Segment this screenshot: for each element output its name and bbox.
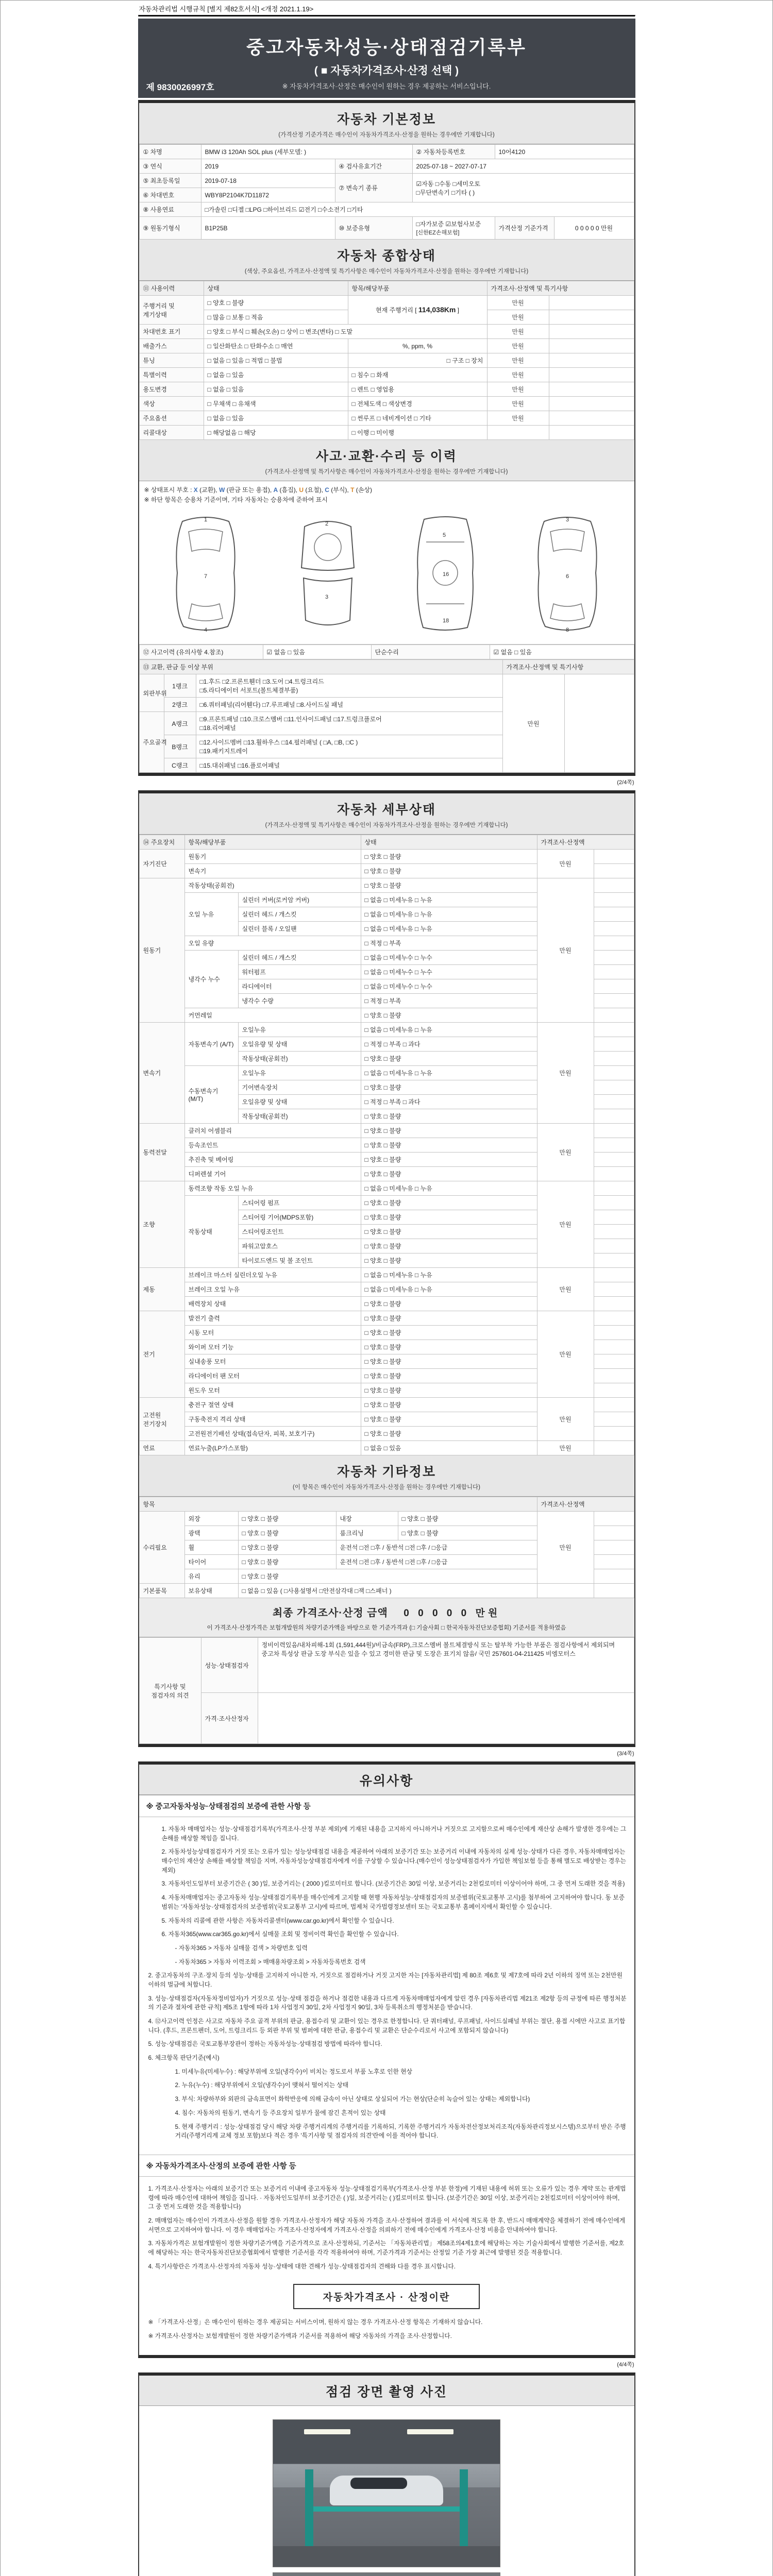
section-box-1 bbox=[138, 100, 635, 776]
first-reg-label: ⑤ 최초등록일 bbox=[139, 174, 201, 188]
transmission-label: ⑦ 변속기 종류 bbox=[335, 174, 412, 202]
inspection-photo-lift bbox=[273, 2419, 500, 2567]
table-row: 타이어 □ 양호 □ 불량 운전석 □전 □후 / 동반석 □전 □후 / □응급 bbox=[139, 1555, 634, 1569]
extra-table bbox=[139, 1497, 634, 1598]
page-title: 중고자동차성능·상태점검기록부 bbox=[246, 37, 527, 58]
mileage-cell: 현재 주행거리 [ 114,038Km ] bbox=[348, 296, 487, 325]
inspection-photo-rear bbox=[273, 2572, 500, 2576]
notice-item: 4. 특기사항란은 가격조사·산정자의 자동차 성능·상태에 대한 견해가 성능·상태점검자의 견해와 다를 경우 표시합니다. bbox=[148, 2262, 456, 2270]
engine-type-value: B1P25B bbox=[201, 217, 335, 240]
appraiser-remarks bbox=[258, 1693, 634, 1744]
notice-subhead-1: ※ 중고자동차성능·상태점검의 보증에 관한 사항 등 bbox=[139, 1795, 634, 1817]
table-row: 실내송풍 모터 □ 양호 □ 불량 bbox=[139, 1354, 634, 1369]
table-row: 오일 유량 □ 적정 □ 부족 bbox=[139, 936, 634, 951]
table-row: 변속기 자동변속기 (A/T) 오일누유 □ 없음 □ 미세누유 □ 누유 만원 bbox=[139, 1023, 634, 1037]
simple-repair-value: ☑ 없음 □ 있음 bbox=[490, 645, 634, 659]
overall-col-state: 상태 bbox=[204, 281, 348, 296]
accident-header bbox=[139, 440, 634, 481]
base-price-label: 가격산정 기준가격 bbox=[495, 217, 554, 240]
svg-text:3: 3 bbox=[565, 517, 569, 523]
notice-item: 2. 자동차성능상태점검자가 거짓 또는 오류가 있는 성능상태점검 내용을 제공하여 아래의 보증기간 또는 보증거리 이내에 자동차의 실제 성능·상태가 다른 경우, 자동차매매업자는 매수인의 재산상 손해를 배상할 책임을 지며, 자동차성능상태점검자에게 이를 구상할 수 있습니다.(매수인이 성능상태점검자가 가입한 책임보험 등을 통해 별도로 배상받는 경우는 제외) bbox=[161, 1848, 626, 1874]
table-row: 커먼레일 □ 양호 □ 불량 bbox=[139, 1008, 634, 1023]
table-row: 추진축 및 베어링 □ 양호 □ 불량 bbox=[139, 1153, 634, 1167]
notice-item: 6. 자동차365(www.car365.go.kr)에서 실매물 조회 및 정비이력 확인을 확인할 수 있습니다. bbox=[161, 1930, 399, 1938]
table-row: 고전원전기배선 상태(접속단자, 피복, 보호기구) □ 양호 □ 불량 bbox=[139, 1427, 634, 1441]
overall-header bbox=[139, 240, 634, 281]
table-row: 디퍼렌셜 기어 □ 양호 □ 불량 bbox=[139, 1167, 634, 1181]
basic-info-note: (가격산정 기준가격은 매수인이 자동차가격조사·산정을 원하는 경우에만 기재합니다) bbox=[278, 132, 495, 138]
table-row: 와이퍼 모터 기능 □ 양호 □ 불량 bbox=[139, 1340, 634, 1354]
detail-table bbox=[139, 835, 634, 1455]
notice-item: 3. 자동차가격은 보험개발원이 정한 차량기준가액을 기준가격으로 조사·산정하되, 기준서는 「자동차관리법」 제58조의4제1호에 해당하는 자는 기술사회에서 발행한 기준서를, 제2호에 해당하는 자는 한국자동차진단보증협회에서 발행한 기준서를 각각 적용하여야 하며, 기준가격과 기준서는 산정일 기준 가장 최근에 발행된 것을 적용합니다. bbox=[148, 2240, 625, 2256]
notice-item: 6. 체크항목 판단기준(예시) bbox=[148, 2054, 220, 2062]
page-subnote: ※ 자동차가격조사·산정은 매수인이 원하는 경우 제공하는 서비스입니다. bbox=[282, 82, 491, 90]
table-row: 기본품목 보유상태 □ 없음 □ 있음 ( □사용설명서 □안전삼각대 □잭 □스패너 ) bbox=[139, 1584, 634, 1598]
table-row: 등속조인트 □ 양호 □ 불량 bbox=[139, 1138, 634, 1153]
inspector-remarks: 정비이력있음/내차피해-1회 (1,591,444원)/비금속(FRP),크로스멤버 볼트체결방식 또는 탈부착 가능한 부품은 점검사항에서 제외되며 중고차 특성상 판금 도장 부식은 있을 수 있고 경미한 판금 및 도장은 표기치 않음/ 국민 257601-04-211425 비엠모터스 bbox=[258, 1638, 634, 1693]
extra-note: (이 항목은 매수인이 자동차가격조사·산정을 원하는 경우에만 기재합니다) bbox=[293, 1484, 480, 1490]
table-row: 수리필요 외장 □ 양호 □ 불량 내장 □ 양호 □ 불량 만원 bbox=[139, 1512, 634, 1526]
notice-subitem: - 자동차365 > 자동차 이력조회 > 매매용차량조회 > 자동차등록번호 검색 bbox=[175, 1958, 366, 1965]
table-row: 차대번호 표기 □ 양호 □ 부식 □ 훼손(오손) □ 상이 □ 변조(변타) □ 도말 만원 bbox=[139, 325, 634, 339]
simple-repair-label: 단순수리 bbox=[371, 645, 490, 659]
table-row: C랭크 □15.대쉬패널 □16.플로어패널 bbox=[139, 758, 634, 773]
table-row: 특별이력 □ 없음 □ 있음 □ 침수 □ 화재 만원 bbox=[139, 368, 634, 382]
notice-list-2 bbox=[139, 2177, 634, 2355]
table-row: 타이로드엔드 및 볼 조인트 □ 양호 □ 불량 bbox=[139, 1253, 634, 1268]
basic-info-title: 자동차 기본정보 bbox=[337, 112, 436, 127]
detail-header bbox=[139, 793, 634, 835]
page-marker-2: (2/4쪽) bbox=[617, 779, 634, 786]
table-row: 전기 발전기 출력 □ 양호 □ 불량 만원 bbox=[139, 1311, 634, 1326]
remarks-table bbox=[139, 1637, 634, 1744]
notice-item: 5. 성능·상태점검은 국토교통부장관이 정하는 자동차성능·상태점검 방법에 따라야 합니다. bbox=[148, 2040, 382, 2048]
state-symbol-legend: ※ 상태표시 부호 : X (교환), W (판금 또는 용접), A (흠집), U (요철), C (부식), T (손상) bbox=[144, 486, 372, 494]
table-row: 워터펌프 □ 없음 □ 미세누수 □ 누수 bbox=[139, 965, 634, 979]
top-rule bbox=[138, 15, 635, 17]
car-diagram-side-left bbox=[162, 511, 249, 635]
detail-col-state: 상태 bbox=[361, 835, 537, 850]
detail-note: (가격조사·산정액 및 특기사항은 매수인이 자동차가격조사·산정을 원하는 경우에만 기재합니다) bbox=[265, 822, 508, 828]
table-row: 유리 □ 양호 □ 불량 bbox=[139, 1569, 634, 1584]
title-band bbox=[138, 19, 635, 98]
table-row: 주요옵션 □ 없음 □ 있음 □ 썬루프 □ 네비게이션 □ 기타 만원 bbox=[139, 411, 634, 426]
basic-info-header bbox=[139, 103, 634, 144]
table-row: 스티어링조인트 □ 양호 □ 불량 bbox=[139, 1225, 634, 1239]
svg-text:16: 16 bbox=[442, 571, 449, 578]
table-row bbox=[139, 1693, 634, 1744]
table-row: 스티어링 기어(MDPS포함) □ 양호 □ 불량 bbox=[139, 1210, 634, 1225]
svg-text:2: 2 bbox=[325, 521, 329, 527]
current-mileage: 114,038Km bbox=[418, 306, 456, 314]
table-row: 냉각수 수량 □ 적정 □ 부족 bbox=[139, 994, 634, 1008]
notice-item: 1. 자동차 매매업자는 성능·상태점검기록부(가격조사·산정 부분 제외)에 기재된 내용을 고지하지 아니하거나 거짓으로 고지함으로써 매수인에게 재산상 손해가 발생한 경우에는 그 손해를 배상할 책임을 집니다. bbox=[161, 1825, 627, 1842]
notice-subhead-2: ※ 자동차가격조사·산정의 보증에 관한 사항 등 bbox=[139, 2155, 634, 2177]
table-row: 오일 누유 실린더 커버(로커암 커버) □ 없음 □ 미세누유 □ 누유 bbox=[139, 893, 634, 907]
extra-title: 자동차 기타정보 bbox=[337, 1465, 436, 1479]
overall-title: 자동차 종합상태 bbox=[337, 249, 436, 263]
accident-title: 사고·교환·수리 등 이력 bbox=[316, 449, 457, 464]
year-label: ③ 연식 bbox=[139, 159, 201, 174]
notice-item: 4. ⑫사고이력 인정은 사고로 자동차 주요 골격 부위의 판금, 용접수리 및 교환이 있는 경우로 한정합니다. 단 쿼터패널, 루프패널, 사이드실패널 부위는 절단, 용접 시에만 사고로 표기합니다. (후드, 프론트펜더, 도어, 트렁크리드 등 외판 부위 및 범퍼에 대한 판금, 용접수리 및 교환은 단순수리로서 사고에 포함되지 않습니다) bbox=[148, 2018, 626, 2034]
overall-table bbox=[139, 281, 634, 440]
page-marker-4: (4/4쪽) bbox=[617, 2361, 634, 2368]
notice-item: 2. 매매업자는 매수인이 가격조사·산정을 원할 경우 가격조사·산정자가 해당 자동차 가격을 조사·산정하여 결과를 이 서식에 적도록 한 후, 반드시 매매계약을 체결하기 전에 매수인에게 서면으로 고지하여야 합니다. 이 경우 매매업자는 가격조사·산정자에게 가격조사·산정을 의뢰하기 전에 매수인에게 가격조사·산정 비용을 안내하여야 합니다. bbox=[148, 2216, 626, 2233]
symbol-c: C bbox=[325, 486, 329, 494]
car-damage-diagrams bbox=[139, 504, 634, 645]
warranty-insurer: [신한EZ손해보험] bbox=[416, 230, 460, 236]
document-number: 제 9830026997호 bbox=[146, 82, 214, 92]
photos-header bbox=[139, 2376, 634, 2406]
table-row: 배출가스 □ 일산화탄소 □ 탄화수소 □ 매연 %, ppm, % 만원 bbox=[139, 339, 634, 353]
symbol-x: X bbox=[193, 486, 198, 494]
symbol-t: T bbox=[350, 486, 355, 494]
table-row: 작동상태(공회전) □ 양호 □ 불량 bbox=[139, 1109, 634, 1124]
notice-item: 3. 자동차인도일부터 보증기간은 ( 30 )일, 보증거리는 ( 2000 )킬로미터로 합니다. (보증기간은 30일 이상, 보증거리는 2천킬로미터 이상이어야 하며, 그 중 먼저 도래한 것을 적용) bbox=[161, 1880, 625, 1888]
table-row: 배력장치 상태 □ 양호 □ 불량 bbox=[139, 1297, 634, 1311]
engine-type-label: ⑨ 원동기형식 bbox=[139, 217, 201, 240]
table-row: 튜닝 □ 없음 □ 있음 □ 적법 □ 불법 □ 구조 □ 장치 만원 bbox=[139, 353, 634, 368]
notice-subitem: 3. 부식: 차량하부와 외판의 금속표면이 화학반응에 의해 금속이 아닌 상태로 상실되어 가는 현상(단순히 녹슬어 있는 상태는 제외합니다) bbox=[175, 2095, 530, 2103]
detail-col-price: 가격조사·산정액 bbox=[537, 835, 634, 850]
table-row: 외판부위 1랭크 □1.후드 □2.프론트휀더 □3.도어 □4.트렁크리드 □5.라디에이터 서포트(볼트체결부품) 만원 bbox=[139, 674, 634, 698]
exchange-panel-table bbox=[139, 659, 634, 773]
basic-info-table bbox=[139, 144, 634, 240]
svg-text:18: 18 bbox=[442, 618, 449, 624]
vin-label: ⑥ 차대번호 bbox=[139, 188, 201, 202]
vin-value: WBY8P2104K7D11872 bbox=[201, 188, 335, 202]
car-name-value: BMW i3 120Ah SOL plus (세부모델: ) bbox=[201, 145, 412, 159]
warranty-label: ⑩ 보증유형 bbox=[335, 217, 412, 240]
table-row: 동력전달 클러치 어셈블리 □ 양호 □ 불량 만원 bbox=[139, 1124, 634, 1138]
detail-title: 자동차 세부상태 bbox=[337, 803, 436, 817]
fuel-label: ⑧ 사용연료 bbox=[139, 202, 201, 217]
notice-subitem: 2. 누유(누수) : 해당부위에서 오일(냉각수)이 맺혀서 떨어지는 상태 bbox=[175, 2081, 349, 2089]
notice-item: 1. 가격조사·산정자는 아래의 보증기간 또는 보증거리 이내에 중고자동차 성능·상태점검기록부(가격조사·산정 부분 한정)에 기재된 내용에 허위 또는 오류가 있는 경우 계약 또는 관계법령에 따라 매수인에 대하여 책임을 집니다. · 자동차인도일부터 보증기간은 ( )일, 보증거리는 ( )킬로미터로 합니다. (보증기간은 30일 이상, 보증거리는 2천킬로미터 이상이어야 하며, 그 중 먼저 도래한 것을 적용합니다) bbox=[148, 2184, 626, 2211]
table-row: 실린더 헤드 / 개스킷 □ 없음 □ 미세누유 □ 누유 bbox=[139, 907, 634, 922]
final-price-value: 0 0 0 0 0 만원 bbox=[404, 1608, 501, 1619]
photos-title: 점검 장면 촬영 사진 bbox=[325, 2384, 448, 2399]
warranty-checks: □자가보증 ☑보험사보증 bbox=[416, 221, 481, 228]
year-value: 2019 bbox=[201, 159, 335, 174]
table-row: 수동변속기 (M/T) 오일누유 □ 없음 □ 미세누유 □ 누유 bbox=[139, 1066, 634, 1080]
svg-text:6: 6 bbox=[565, 573, 569, 580]
transmission-value bbox=[412, 174, 634, 202]
detail-col-group: ⑭ 주요장치 bbox=[139, 835, 184, 850]
notice-title: 유의사항 bbox=[359, 1774, 414, 1788]
final-price-label: 최종 가격조사·산정 금액 bbox=[272, 1607, 388, 1619]
table-row: 라디에이터 팬 모터 □ 양호 □ 불량 bbox=[139, 1369, 634, 1383]
extra-header bbox=[139, 1455, 634, 1497]
svg-text:3: 3 bbox=[325, 594, 329, 600]
outer-panel-label: 외판부위 bbox=[139, 674, 164, 712]
car-name-label: ① 차명 bbox=[139, 145, 201, 159]
table-row: 2랭크 □6.쿼터패널(리어휀다) □7.루프패널 □8.사이드실 패널 bbox=[139, 698, 634, 712]
photo-area bbox=[139, 2406, 634, 2576]
inspector-label: 성능·상태점검자 bbox=[201, 1638, 258, 1693]
notice-item: 2. 중고자동차의 구조·장치 등의 성능·상태를 고지하지 아니한 자, 거짓으로 점검하거나 거짓 고지한 자는 [자동차관리법] 제 80조 제6호 및 제7호에 따라 2년 이하의 징역 또는 2천만원 이하의 벌금에 처합니다. bbox=[148, 1972, 623, 1988]
table-row: 시동 모터 □ 양호 □ 불량 bbox=[139, 1326, 634, 1340]
table-row: 브레이크 오일 누유 □ 없음 □ 미세누유 □ 누유 bbox=[139, 1282, 634, 1297]
notice-subitem: - 자동차365 > 자동차 실매물 검색 > 차량번호 입력 bbox=[175, 1944, 308, 1952]
appraiser-label: 가격·조사산정자 bbox=[201, 1693, 258, 1744]
warranty-value bbox=[412, 217, 495, 240]
reg-no-value: 10어4120 bbox=[495, 145, 634, 159]
svg-text:4: 4 bbox=[204, 627, 208, 633]
notice-item: 3. 성능·상태점검자(자동차정비업자)가 거짓으로 성능·상태 점검을 하거나 점검한 내용과 다르게 자동차매매업자에게 알린 경우 [자동차관리법 제21조 제2항 등의 규정에 따른 행정처분의 기준과 절차에 관한 규칙] 제5조 1항에 따라 1차 사업정지 30일, 2차 사업정지 90일, 3차 등록취소의 행정처분을 받습니다. bbox=[148, 1994, 627, 2011]
car-diagram-side-right bbox=[524, 511, 611, 635]
main-frame-label: 주요골격 bbox=[139, 712, 164, 773]
overall-col-use: ⑪ 사용이력 bbox=[139, 281, 204, 296]
section-box-3 bbox=[138, 1761, 635, 2358]
final-price-band bbox=[139, 1598, 634, 1637]
notice-subitem: 5. 현재 주행거리 : 성능·상태점검 당시 해당 차량 주행거리계의 주행거리를 기록하되, 기록한 주행거리가 자동차전산정보처리조직(자동차관리정보시스템)으로부터 받은 주행거리(주행거리계 교체 정보 포함)보다 적은 경우 '특기사항 및 점검자의 의견'란에 이를 적어야 합니다. bbox=[175, 2123, 626, 2140]
overall-col-price: 가격조사·산정액 및 특기사항 bbox=[487, 281, 634, 296]
table-row: 고전원 전기장치 충전구 절연 상태 □ 양호 □ 불량 만원 bbox=[139, 1398, 634, 1412]
notice-item: 5. 자동차의 리콜에 관한 사항은 자동차리콜센터(www.car.go.kr)에서 확인할 수 있습니다. bbox=[161, 1917, 394, 1924]
table-row: 라디에이터 □ 없음 □ 미세누수 □ 누수 bbox=[139, 979, 634, 994]
svg-text:1: 1 bbox=[204, 517, 208, 523]
table-row bbox=[139, 1638, 634, 1693]
table-row: 연료 연료누출(LP가스포함) □ 없음 □ 있음 만원 bbox=[139, 1441, 634, 1455]
price-appraisal-definition-box: 자동차가격조사 · 산정이란 bbox=[293, 2284, 480, 2309]
table-row: 주요골격 A랭크 □9.프론트패널 □10.크로스멤버 □11.인사이드패널 □17.트렁크플로어 □18.리어패널 bbox=[139, 712, 634, 735]
table-row: 제동 브레이크 마스터 실린더오일 누유 □ 없음 □ 미세누유 □ 누유 만원 bbox=[139, 1268, 634, 1282]
extra-col-price: 가격조사·산정액 bbox=[537, 1497, 634, 1512]
notice-header bbox=[139, 1765, 634, 1795]
overall-note: (색상, 주요옵션, 가격조사·산정액 및 특기사항은 매수인이 자동차가격조사·산정을 원하는 경우에만 기재합니다) bbox=[244, 268, 529, 275]
remarks-group-label: 특기사항 및 점검자의 의견 bbox=[139, 1638, 201, 1744]
exchange-price-header: 가격조사·산정액 및 특기사항 bbox=[502, 660, 634, 674]
table-row: 용도변경 □ 없음 □ 있음 □ 렌트 □ 영업용 만원 bbox=[139, 382, 634, 397]
legend-line2: ※ 하단 항목은 승용차 기준이며, 기타 자동차는 승용차에 준하여 표시 bbox=[144, 496, 328, 503]
svg-text:7: 7 bbox=[204, 573, 208, 580]
table-row: 자기진단 원동기 □ 양호 □ 불량 만원 bbox=[139, 850, 634, 864]
symbol-w: W bbox=[219, 486, 225, 494]
page-marker-3: (3/4쪽) bbox=[617, 1751, 634, 1757]
notice-item: 4. 자동차매매업자는 중고자동차 성능·상태점검기록부를 매수인에게 고지할 때 현행 자동차성능·상태점검자의 보증범위(국토교통부 고시)를 첨부하여 고지하여야 합니다. 동 보증범위는 '자동차성능·상태점검자의 보증범위'(국토교통부 고시)에 따르며, 법제처 국가법령정보센터 또는 국토교통부 홈페이지에서 확인할 수 있습니다. bbox=[161, 1894, 625, 1910]
definition-note-1: ※ 「가격조사·산정」은 매수인이 원하는 경우 제공되는 서비스이며, 원하지 않는 경우 가격조사·산정 항목은 기재하지 않습니다. bbox=[148, 2318, 483, 2326]
symbol-u: U bbox=[299, 486, 304, 494]
overall-col-item: 항목/해당부품 bbox=[348, 281, 487, 296]
table-row: □ 많음 □ 보통 □ 적음 만원 bbox=[139, 310, 634, 325]
table-row: 휠 □ 양호 □ 불량 운전석 □전 □후 / 동반석 □전 □후 / □응급 bbox=[139, 1540, 634, 1555]
final-price-note: 이 가격조사·산정가격은 보험개발원의 차량기준가액을 바탕으로 한 기준가격과 (□ 기술사회 □ 한국자동차진단보증협회) 기준서를 적용하였음 bbox=[207, 1625, 566, 1631]
transmission-line2: □무단변속기 □기타 ( ) bbox=[416, 189, 475, 196]
table-row: 윈도우 모터 □ 양호 □ 불량 bbox=[139, 1383, 634, 1398]
table-row: 실린더 블록 / 오일팬 □ 없음 □ 미세누유 □ 누유 bbox=[139, 922, 634, 936]
table-row: 오일유량 및 상태 □ 적정 □ 부족 □ 과다 bbox=[139, 1095, 634, 1109]
table-row: 색상 □ 무채색 □ 유채색 □ 전체도색 □ 색상변경 만원 bbox=[139, 397, 634, 411]
inspection-period-label: ④ 검사유효기간 bbox=[335, 159, 412, 174]
detail-col-item: 항목/해당부품 bbox=[184, 835, 361, 850]
table-row: 조향 동력조향 작동 오일 누유 □ 없음 □ 미세누유 □ 누유 만원 bbox=[139, 1181, 634, 1196]
table-row: 작동상태(공회전) □ 양호 □ 불량 bbox=[139, 1052, 634, 1066]
table-row: 구동축전지 격리 상태 □ 양호 □ 불량 bbox=[139, 1412, 634, 1427]
table-row: 리콜대상 □ 해당없음 □ 해당 □ 이행 □ 미이행 bbox=[139, 426, 634, 440]
svg-text:5: 5 bbox=[442, 532, 446, 538]
table-row: 냉각수 누수 실린더 헤드 / 개스킷 □ 없음 □ 미세누수 □ 누수 bbox=[139, 951, 634, 965]
car-diagram-top bbox=[289, 511, 366, 635]
base-price-value: 0 0 0 0 0 만원 bbox=[554, 217, 634, 240]
definition-note-2: ※ 가격조사·산정자는 보험개발원이 정한 차량기준가액과 기준서를 적용하여 해당 자동차의 가격을 조사·산정합니다. bbox=[148, 2332, 452, 2340]
accident-history-value: ☑ 없음 □ 있음 bbox=[263, 645, 371, 659]
svg-text:8: 8 bbox=[565, 627, 569, 633]
extra-col-item: 항목 bbox=[139, 1497, 537, 1512]
table-row: 파워고압호스 □ 양호 □ 불량 bbox=[139, 1239, 634, 1253]
section-box-4 bbox=[138, 2372, 635, 2576]
table-row: B랭크 □12.사이드멤버 □13.휠하우스 □14.필러패널 ( □A, □B, □C ) □19.패키지트레이 bbox=[139, 735, 634, 758]
accident-note: (가격조사·산정액 및 특기사항은 매수인이 자동차가격조사·산정을 원하는 경우에만 기재합니다) bbox=[265, 469, 508, 475]
accident-history-label: ⑫ 사고이력 (유의사항 4.참조) bbox=[139, 645, 263, 659]
notice-list-1 bbox=[139, 1817, 634, 2155]
table-row: 변속기 □ 양호 □ 불량 bbox=[139, 864, 634, 878]
table-row: 작동상태 스티어링 펌프 □ 양호 □ 불량 bbox=[139, 1196, 634, 1210]
inspection-period-value: 2025-07-18 ~ 2027-07-17 bbox=[412, 159, 634, 174]
page-subtitle: ( ■ 자동차가격조사·산정 선택 ) bbox=[314, 65, 459, 77]
reg-no-label: ② 자동차등록번호 bbox=[412, 145, 495, 159]
table-row: 주행거리 및 계기상태 □ 양호 □ 불량 현재 주행거리 [ 114,038Km ] 만원 bbox=[139, 296, 634, 310]
form-reference: 자동차관리법 시행규칙 [별지 제82호서식] <개정 2021.1.19> bbox=[139, 5, 314, 13]
fuel-value: □가솔린 □디젤 □LPG □하이브리드 ☑전기 □수소전기 □기타 bbox=[201, 202, 634, 217]
section-box-2 bbox=[138, 790, 635, 1747]
table-row: 원동기 작동상태(공회전) □ 양호 □ 불량 만원 bbox=[139, 878, 634, 893]
notice-subitem: 1. 미세누유(미세누수) : 해당부위에 오일(냉각수)이 비치는 정도로서 부품 노후로 인한 현상 bbox=[175, 2067, 412, 2075]
car-diagram-underbody bbox=[407, 511, 484, 635]
first-reg-value: 2019-07-18 bbox=[201, 174, 335, 188]
table-row: 오일유량 및 상태 □ 적정 □ 부족 □ 과다 bbox=[139, 1037, 634, 1052]
exchange-label: ⑬ 교환, 판금 등 이상 부위 bbox=[139, 660, 502, 674]
accident-history-table bbox=[139, 645, 634, 659]
notice-subitem: 4. 침수: 자동차의 원동기, 변속기 등 주요장치 일부가 물에 잠긴 흔적이 있는 상태 bbox=[175, 2109, 386, 2116]
symbol-a: A bbox=[273, 486, 278, 494]
table-row: 기어변속장치 □ 양호 □ 불량 bbox=[139, 1080, 634, 1095]
transmission-line1: ☑자동 □수동 □세미오토 bbox=[416, 180, 481, 188]
table-row: 광택 □ 양호 □ 불량 룸크리닝 □ 양호 □ 불량 bbox=[139, 1526, 634, 1540]
